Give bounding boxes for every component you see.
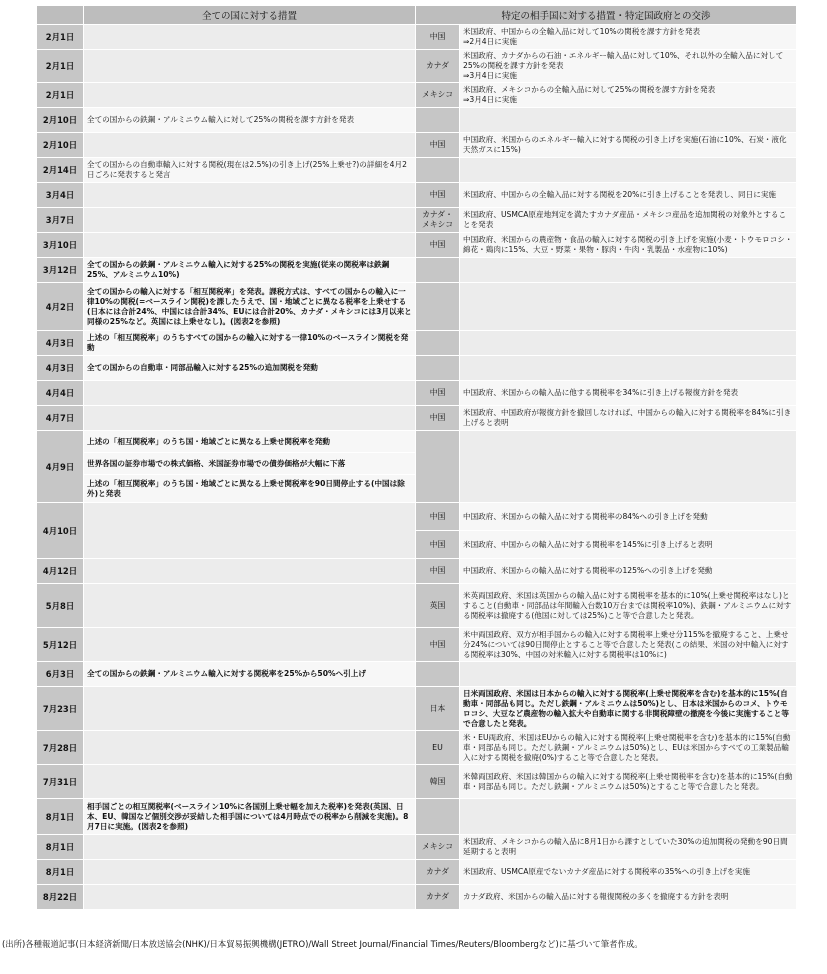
row-date: 3月7日: [37, 208, 84, 233]
table-row: [37, 799, 797, 835]
all-countries-measure: [84, 50, 416, 83]
target-country: [416, 799, 460, 835]
target-country: 中国: [416, 406, 460, 431]
target-country: カナダ: [416, 50, 460, 83]
row-date: 7月23日: [37, 687, 84, 731]
all-countries-measure: [84, 233, 416, 258]
row-date: 8月1日: [37, 835, 84, 860]
target-country: 中国: [416, 25, 460, 50]
table-row: [37, 283, 797, 331]
specific-country-measure: 米・EU両政府、米国はEUからの輸入に対する関税率(上乗せ関税率を含む)を基本的に15%(自動車・同部品も同じ。ただし鉄鋼・アルミニウムは50%)とし、EUは米国からすべての工業製品輸入に対する関税を撤廃(0%)すること等で合意したと発表。: [460, 731, 797, 765]
all-countries-measure: [84, 381, 416, 406]
all-countries-measure: [84, 687, 416, 731]
target-country: 中国: [416, 628, 460, 662]
table-row: [37, 158, 797, 183]
all-countries-measure: 上述の「相互関税率」のうち国・地域ごとに異なる上乗せ関税率を発動: [84, 431, 416, 453]
header-specific-countries: 特定の相手国に対する措置・特定国政府との交渉: [416, 6, 797, 25]
table-row: [37, 584, 797, 628]
row-date: 5月8日: [37, 584, 84, 628]
specific-country-measure: [460, 356, 797, 381]
target-country: メキシコ: [416, 83, 460, 108]
table-row: [37, 208, 797, 233]
row-date: 8月22日: [37, 885, 84, 910]
target-country: カナダ: [416, 860, 460, 885]
all-countries-measure: [84, 406, 416, 431]
all-countries-measure: [84, 731, 416, 765]
table-body: [37, 25, 797, 910]
specific-country-measure: 米国政府、USMCA原産地判定を満たすカナダ産品・メキシコ産品を追加関税の対象外とすることを発表: [460, 208, 797, 233]
all-countries-measure: 全ての国からの輸入に対する「相互関税率」を発表。課税方式は、すべての国からの輸入に一律10%の関税(=ベースライン関税)を課したうえで、国・地域ごとに異なる税率を上乗せする(日本には合計24%、中国には合計34%、EUには合計20%、カナダ・メキシコには3月以来と同様の25%など。英国には上乗せなし)。(図表2を参照): [84, 283, 416, 331]
all-countries-measure: [84, 584, 416, 628]
target-country: カナダ・ メキシコ: [416, 208, 460, 233]
table-row: [37, 356, 797, 381]
specific-country-measure: 中国政府、米国からの輸入品に他する関税率を34%に引き上げる報復方針を発表: [460, 381, 797, 406]
target-country: 中国: [416, 531, 460, 559]
specific-country-measure: [460, 331, 797, 356]
table-row: [37, 258, 797, 283]
all-countries-measure: [84, 860, 416, 885]
target-country: 中国: [416, 559, 460, 584]
row-date: 6月3日: [37, 662, 84, 687]
source-note: (出所)各種報道記事(日本経済新聞/日本放送協会(NHK)/日本貿易振興機構(JETRO)/Wall Street Journal/Financial Times/Reuters/Bloombergなど)に基づいて筆者作成。: [2, 939, 643, 949]
table-row: [37, 431, 797, 453]
target-country: [416, 331, 460, 356]
target-country: 中国: [416, 381, 460, 406]
row-date: 8月1日: [37, 860, 84, 885]
specific-country-measure: [460, 283, 797, 331]
target-country: 中国: [416, 183, 460, 208]
specific-country-measure: [460, 158, 797, 183]
table-row: [37, 50, 797, 83]
all-countries-measure: [84, 208, 416, 233]
table-row: [37, 406, 797, 431]
target-country: [416, 431, 460, 503]
target-country: カナダ: [416, 885, 460, 910]
all-countries-measure: [84, 83, 416, 108]
target-country: 中国: [416, 133, 460, 158]
all-countries-measure: [84, 885, 416, 910]
specific-country-measure: 中国政府、米国からの農産物・食品の輸入に対する関税の引き上げを実施(小麦・トウモロコシ・綿花・鶏肉に15%、大豆・野菜・果物・豚肉・牛肉・乳製品・水産物に10%): [460, 233, 797, 258]
row-date: 3月10日: [37, 233, 84, 258]
all-countries-measure: [84, 183, 416, 208]
all-countries-measure: 全ての国からの鉄鋼・アルミニウム輸入に対する25%の関税を実施(従来の関税率は鉄鋼25%、アルミニウム10%): [84, 258, 416, 283]
all-countries-measure: [84, 25, 416, 50]
row-date: 2月10日: [37, 133, 84, 158]
header-all-countries: 全ての国に対する措置: [84, 6, 416, 25]
specific-country-measure: [460, 431, 797, 503]
all-countries-measure: [84, 628, 416, 662]
row-date: 2月10日: [37, 108, 84, 133]
table-row: [37, 25, 797, 50]
specific-country-measure: 米中両国政府、双方が相手国からの輸入に対する関税率上乗せ分115%を撤廃すること、上乗せ分24%については90日間停止とすること等で合意したと発表(この結果、米国の対中輸入に対する関税率は30%、中国の対米輸入に対する関税率は10%に): [460, 628, 797, 662]
target-country: [416, 258, 460, 283]
specific-country-measure: 米国政府、USMCA原産でないカナダ産品に対する関税率の35%への引き上げを実施: [460, 860, 797, 885]
header-date: [37, 6, 84, 25]
all-countries-measure: 全ての国からの鉄鋼・アルミニウム輸入に対する関税率を25%から50%へ引上げ: [84, 662, 416, 687]
specific-country-measure: 米国政府、中国からの全輸入品に対する関税を20%に引き上げることを発表し、同日に実施: [460, 183, 797, 208]
row-date: 2月14日: [37, 158, 84, 183]
all-countries-measure: 世界各国の証券市場での株式価格、米国証券市場での債券価格が大幅に下落: [84, 453, 416, 475]
table-row: [37, 860, 797, 885]
all-countries-measure: [84, 133, 416, 158]
row-date: 4月3日: [37, 331, 84, 356]
table-row: [37, 835, 797, 860]
target-country: [416, 662, 460, 687]
table-row: [37, 83, 797, 108]
target-country: 英国: [416, 584, 460, 628]
target-country: EU: [416, 731, 460, 765]
specific-country-measure: [460, 108, 797, 133]
target-country: 韓国: [416, 765, 460, 799]
table-row: [37, 559, 797, 584]
target-country: [416, 108, 460, 133]
specific-country-measure: 米国政府、中国からの輸入品に対する関税率を145%に引き上げると表明: [460, 531, 797, 559]
table-row: [37, 133, 797, 158]
specific-country-measure: 中国政府、米国からの輸入品に対する関税率の84%への引き上げを発動: [460, 503, 797, 531]
all-countries-measure: 全ての国からの鉄鋼・アルミニウム輸入に対して25%の関税を課す方針を発表: [84, 108, 416, 133]
specific-country-measure: カナダ政府、米国からの輸入品に対する報復関税の多くを撤廃する方針を表明: [460, 885, 797, 910]
row-date: 7月28日: [37, 731, 84, 765]
specific-country-measure: 米英両国政府、米国は英国からの輸入品に対する関税率を基本的に10%(上乗せ関税率はなし)とすること(自動車・同部品は年間輸入台数10万台までは関税率10%)、鉄鋼・アルミニウムに対する関税率は撤廃する(他国に対しては25%)こと等で合意したと発表。: [460, 584, 797, 628]
all-countries-measure: 上述の「相互関税率」のうち国・地域ごとに異なる上乗せ関税率を90日間停止する(中国は除外)と発表: [84, 475, 416, 503]
table-row: [37, 331, 797, 356]
table-row: [37, 381, 797, 406]
table-header-row: [37, 6, 797, 25]
target-country: 中国: [416, 233, 460, 258]
all-countries-measure: [84, 835, 416, 860]
table-row: [37, 765, 797, 799]
table-row: [37, 108, 797, 133]
row-date: 4月3日: [37, 356, 84, 381]
specific-country-measure: 米国政府、メキシコからの全輸入品に対して25%の関税を課す方針を発表 ⇒3月4日に実施: [460, 83, 797, 108]
table-row: [37, 233, 797, 258]
specific-country-measure: 米国政府、中国からの全輸入品に対して10%の関税を課す方針を発表 ⇒2月4日に実施: [460, 25, 797, 50]
target-country: [416, 356, 460, 381]
row-date: 4月2日: [37, 283, 84, 331]
target-country: [416, 158, 460, 183]
table-row: [37, 628, 797, 662]
target-country: メキシコ: [416, 835, 460, 860]
specific-country-measure: 米国政府、中国政府が報復方針を撤回しなければ、中国からの輸入に対する関税率を84%に引き上げると表明: [460, 406, 797, 431]
specific-country-measure: 米国政府、メキシコからの輸入品に8月1日から課すとしていた30%の追加関税の発動を90日間延期すると表明: [460, 835, 797, 860]
row-date: 4月7日: [37, 406, 84, 431]
all-countries-measure: [84, 503, 416, 559]
row-date: 8月1日: [37, 799, 84, 835]
row-date: 4月10日: [37, 503, 84, 559]
specific-country-measure: 中国政府、米国からのエネルギー輸入に対する関税の引き上げを実施(石油に10%、石炭・液化天然ガスに15%): [460, 133, 797, 158]
target-country: [416, 283, 460, 331]
table-row: [37, 183, 797, 208]
tariff-timeline-table: [36, 5, 797, 910]
specific-country-measure: [460, 258, 797, 283]
row-date: 3月12日: [37, 258, 84, 283]
specific-country-measure: [460, 799, 797, 835]
all-countries-measure: [84, 765, 416, 799]
row-date: 7月31日: [37, 765, 84, 799]
all-countries-measure: 相手国ごとの相互関税率(ベースライン10%に各国別上乗せ幅を加えた税率)を発表(英国、日本、EU、韓国など個別交渉が妥結した相手国については4月時点での税率から削減を実施)。8月7日に実施。(図表2を参照): [84, 799, 416, 835]
table-row: [37, 687, 797, 731]
specific-country-measure: [460, 662, 797, 687]
all-countries-measure: [84, 559, 416, 584]
all-countries-measure: 上述の「相互関税率」のうちすべての国からの輸入に対する一律10%のベースライン関税を発動: [84, 331, 416, 356]
target-country: 日本: [416, 687, 460, 731]
table-row: [37, 662, 797, 687]
row-date: 3月4日: [37, 183, 84, 208]
row-date: 2月1日: [37, 50, 84, 83]
row-date: 4月12日: [37, 559, 84, 584]
table-row: [37, 503, 797, 531]
row-date: 5月12日: [37, 628, 84, 662]
all-countries-measure: 全ての国からの自動車・同部品輸入に対する25%の追加関税を発動: [84, 356, 416, 381]
row-date: 2月1日: [37, 83, 84, 108]
table-row: [37, 885, 797, 910]
specific-country-measure: 日米両国政府、米国は日本からの輸入に対する関税率(上乗せ関税率を含む)を基本的に15%(自動車・同部品も同じ。ただし鉄鋼・アルミニウムは50%)とし、日本は米国からのコメ、トウモロコシ、大豆など農産物の輸入拡大や自動車に関する非関税障壁の撤廃を今後に実施すること等で合意したと発表。: [460, 687, 797, 731]
specific-country-measure: 米国政府、カナダからの石油・エネルギー輸入品に対して10%、それ以外の全輸入品に対して25%の関税を課す方針を発表 ⇒3月4日に実施: [460, 50, 797, 83]
row-date: 4月4日: [37, 381, 84, 406]
row-date: 4月9日: [37, 431, 84, 503]
target-country: 中国: [416, 503, 460, 531]
table-row: [37, 731, 797, 765]
specific-country-measure: 米韓両国政府、米国は韓国からの輸入に対する関税率(上乗せ関税率を含む)を基本的に15%(自動車・同部品も同じ。ただし鉄鋼・アルミニウムは50%)とすること等で合意したと発表。: [460, 765, 797, 799]
row-date: 2月1日: [37, 25, 84, 50]
specific-country-measure: 中国政府、米国からの輸入品に対する関税率の125%への引き上げを発動: [460, 559, 797, 584]
all-countries-measure: 全ての国からの自動車輸入に対する関税(現在は2.5%)の引き上げ(25%上乗せ?)の詳細を4月2日ごろに発表すると発言: [84, 158, 416, 183]
